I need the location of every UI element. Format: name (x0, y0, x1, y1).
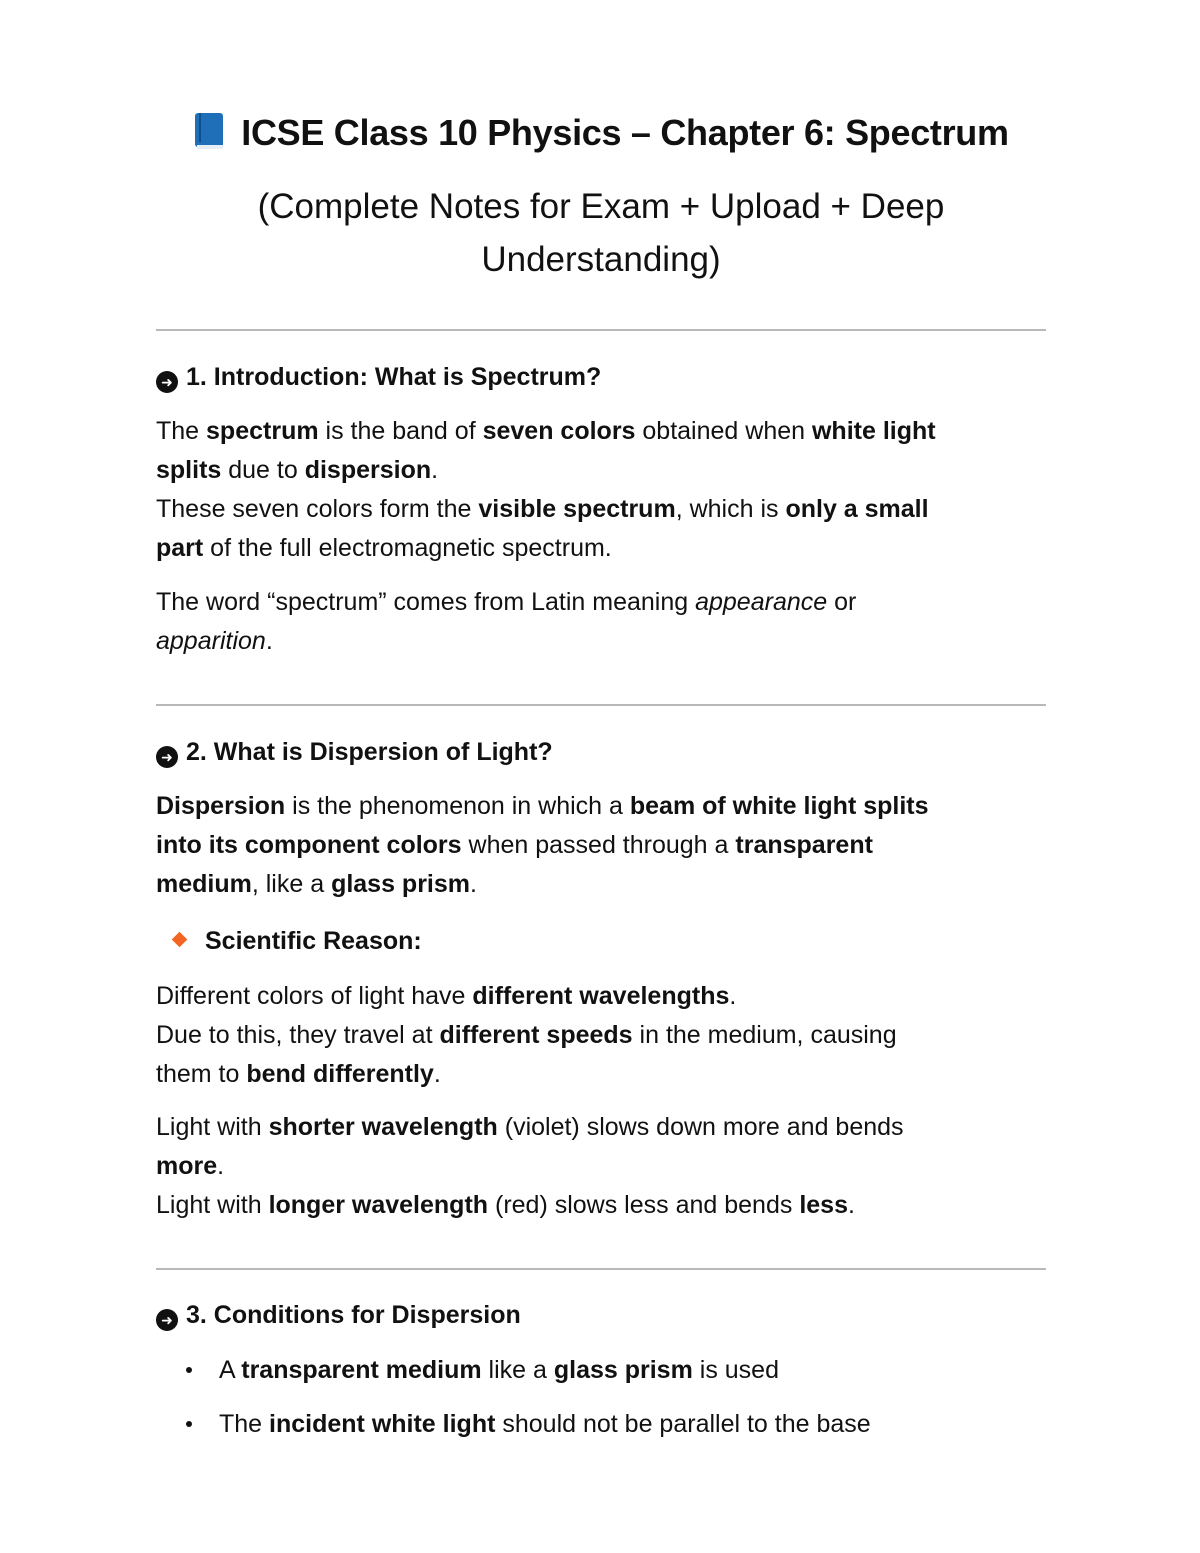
circled-arrow-icon: ➜ (156, 746, 178, 768)
heading-text: 2. What is Dispersion of Light? (186, 738, 553, 766)
paragraph (156, 412, 1046, 568)
text-line: Light with shorter wavelength (violet) slows down more and bends (156, 1113, 904, 1141)
orange-diamond-icon (172, 932, 188, 948)
subtitle-line: (Complete Notes for Exam + Upload + Deep (257, 187, 945, 226)
text-line: into its component colors when passed through a transparent (156, 831, 873, 859)
text-line: Light with longer wavelength (red) slows less and bends less. (156, 1191, 855, 1219)
text-line: apparition. (156, 627, 273, 655)
text-line: Due to this, they travel at different speeds in the medium, causing (156, 1021, 897, 1049)
subtitle-line: Understanding) (481, 240, 721, 279)
text-line: part of the full electromagnetic spectrum. (156, 534, 612, 562)
paragraph (156, 787, 1046, 904)
sub-heading-scientific-reason (170, 927, 422, 956)
list-item: The incident white light should not be parallel to the base (186, 1410, 871, 1439)
section-divider (156, 704, 1046, 706)
text-line: Different colors of light have different wavelengths. (156, 982, 737, 1010)
text-line: The spectrum is the band of seven colors obtained when white light (156, 417, 936, 445)
section-divider (156, 1268, 1046, 1270)
section-divider (156, 329, 1046, 331)
text-line: Dispersion is the phenomenon in which a beam of white light splits (156, 792, 929, 820)
page-title (156, 112, 1046, 154)
title-text: ICSE Class 10 Physics – Chapter 6: Spectrum (241, 112, 1009, 153)
blue-book-icon (193, 112, 225, 150)
paragraph (156, 977, 1046, 1094)
text-line: The word “spectrum” comes from Latin meaning appearance or (156, 588, 857, 616)
bullet-icon (186, 1421, 192, 1427)
heading-text: 1. Introduction: What is Spectrum? (186, 363, 602, 391)
text-line: them to bend differently. (156, 1060, 441, 1088)
heading-text: 3. Conditions for Dispersion (186, 1301, 521, 1329)
text-line: splits due to dispersion. (156, 456, 439, 484)
bullet-icon (186, 1367, 192, 1373)
section-heading-conditions (156, 1301, 521, 1331)
paragraph (156, 1108, 1046, 1225)
section-heading-introduction (156, 363, 601, 393)
circled-arrow-icon: ➜ (156, 371, 178, 393)
text-line: more. (156, 1152, 225, 1180)
page-subtitle (156, 180, 1046, 286)
text-line: medium, like a glass prism. (156, 870, 477, 898)
section-heading-dispersion (156, 738, 553, 768)
text-line: These seven colors form the visible spectrum, which is only a small (156, 495, 929, 523)
sub-heading-text: Scientific Reason: (205, 927, 422, 955)
paragraph (156, 583, 1046, 661)
list-item: A transparent medium like a glass prism is used (186, 1356, 779, 1385)
circled-arrow-icon: ➜ (156, 1309, 178, 1331)
